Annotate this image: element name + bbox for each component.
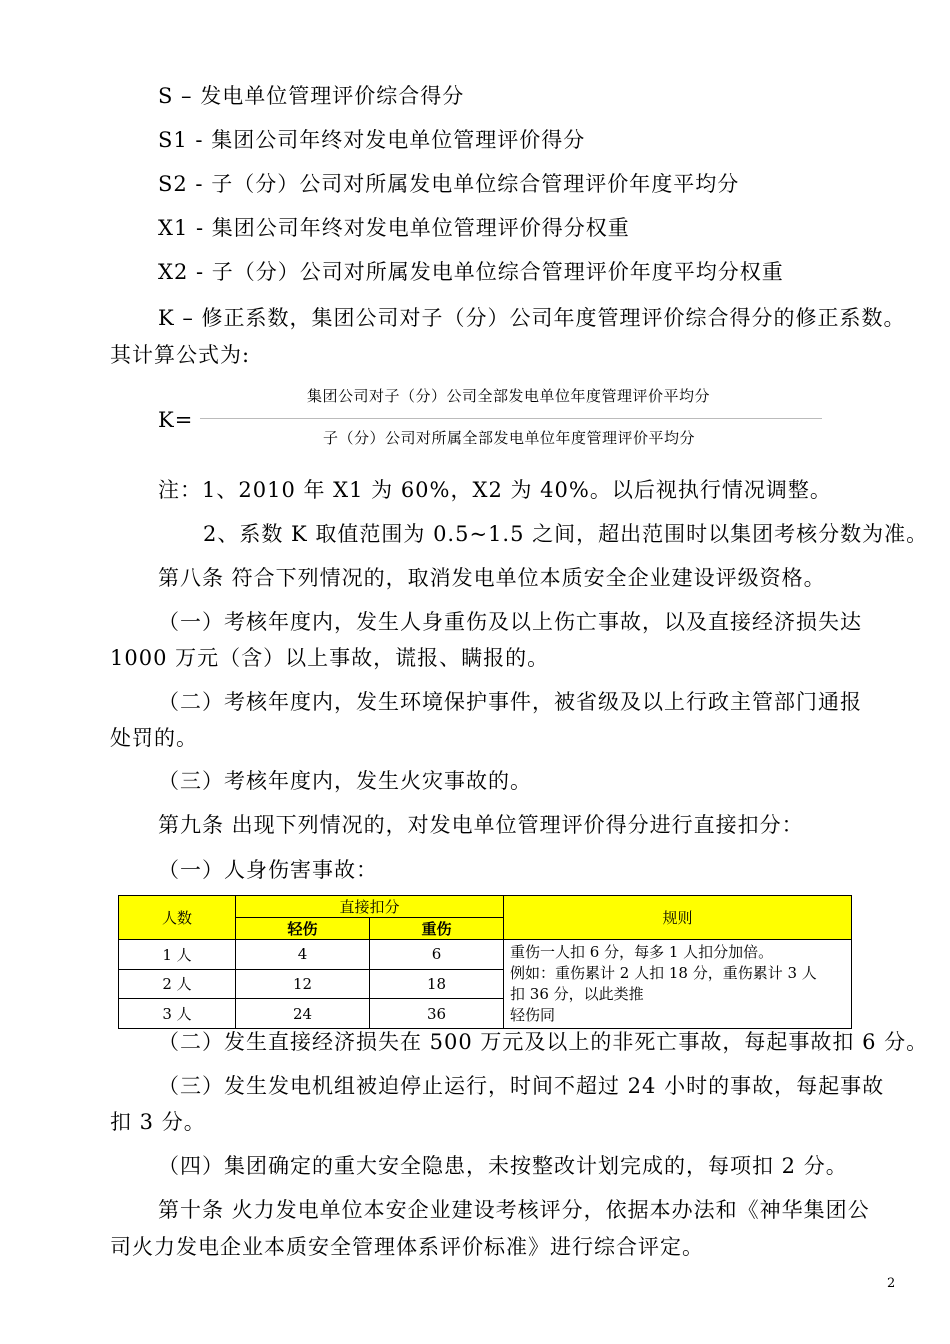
article-8-item-1: （一）考核年度内，发生人身重伤及以上伤亡事故，以及直接经济损失达 [158, 610, 862, 634]
article-10-line-2: 司火力发电企业本质安全管理体系评价标准》进行综合评定。 [110, 1235, 704, 1259]
cell-light: 24 [236, 999, 370, 1029]
note-1: 注：1、2010 年 X1 为 60%，X2 为 40%。以后视执行情况调整。 [158, 478, 832, 502]
definition-s2: S2 - 子（分）公司对所属发电单位综合管理评价年度平均分 [158, 172, 740, 196]
article-9-item-2: （二）发生直接经济损失在 500 万元及以上的非死亡事故，每起事故扣 6 分。 [158, 1030, 929, 1054]
note-2: 2、系数 K 取值范围为 0.5~1.5 之间，超出范围时以集团考核分数为准。 [203, 522, 929, 546]
rule-line: 轻伤同 [510, 1006, 556, 1024]
definition-s: S – 发电单位管理评价综合得分 [158, 84, 465, 108]
definition-x2: X2 - 子（分）公司对所属发电单位综合管理评价年度平均分权重 [158, 260, 784, 284]
article-9-item-3: （三）发生发电机组被迫停止运行，时间不超过 24 小时的事故，每起事故 [158, 1074, 885, 1098]
article-9-item-3-cont: 扣 3 分。 [110, 1110, 206, 1134]
injury-deduction-table [118, 895, 852, 1029]
header-light: 轻伤 [236, 918, 370, 940]
cell-people: 2 人 [119, 969, 236, 999]
cell-heavy: 36 [370, 999, 504, 1029]
formula-fraction-line [200, 418, 822, 419]
header-deduct: 直接扣分 [236, 896, 504, 918]
article-9-item-1: （一）人身伤害事故： [158, 858, 378, 882]
formula-intro: 其计算公式为: [110, 343, 251, 367]
cell-people: 1 人 [119, 940, 236, 970]
article-8-title: 第八条 符合下列情况的，取消发电单位本质安全企业建设评级资格。 [158, 566, 826, 590]
cell-rule [504, 940, 852, 1029]
rule-line: 重伤一人扣 6 分，每多 1 人扣分加倍。 [510, 943, 774, 961]
cell-light: 12 [236, 969, 370, 999]
cell-light: 4 [236, 940, 370, 970]
formula-label: K= [158, 408, 194, 432]
header-heavy: 重伤 [370, 918, 504, 940]
article-9-item-4: （四）集团确定的重大安全隐患，未按整改计划完成的，每项扣 2 分。 [158, 1154, 848, 1178]
article-9-title: 第九条 出现下列情况的，对发电单位管理评价得分进行直接扣分： [158, 813, 804, 837]
header-people: 人数 [119, 896, 236, 940]
article-10-line-1: 第十条 火力发电单位本安企业建设考核评分，依据本办法和《神华集团公 [158, 1198, 870, 1222]
page-number: 2 [887, 1276, 896, 1291]
cell-heavy: 6 [370, 940, 504, 970]
article-8-item-2: （二）考核年度内，发生环境保护事件，被省级及以上行政主管部门通报 [158, 690, 862, 714]
formula-denominator: 子（分）公司对所属全部发电单位年度管理评价平均分 [323, 429, 696, 447]
rule-line: 例如：重伤累计 2 人扣 18 分，重伤累计 3 人 [510, 964, 817, 982]
rule-line: 扣 36 分，以此类推 [510, 985, 644, 1003]
formula-numerator: 集团公司对子（分）公司全部发电单位年度管理评价平均分 [307, 387, 711, 405]
article-8-item-2-cont: 处罚的。 [110, 726, 198, 750]
article-8-item-1-cont: 1000 万元（含）以上事故，谎报、瞒报的。 [110, 646, 550, 670]
article-8-item-3: （三）考核年度内，发生火灾事故的。 [158, 769, 532, 793]
definition-x1: X1 - 集团公司年终对发电单位管理评价得分权重 [158, 216, 630, 240]
definition-s1: S1 - 集团公司年终对发电单位管理评价得分 [158, 128, 586, 152]
header-rule: 规则 [504, 896, 852, 940]
definition-k: K – 修正系数，集团公司对子（分）公司年度管理评价综合得分的修正系数。 [158, 306, 906, 330]
table-row [119, 940, 852, 970]
cell-people: 3 人 [119, 999, 236, 1029]
cell-heavy: 18 [370, 969, 504, 999]
